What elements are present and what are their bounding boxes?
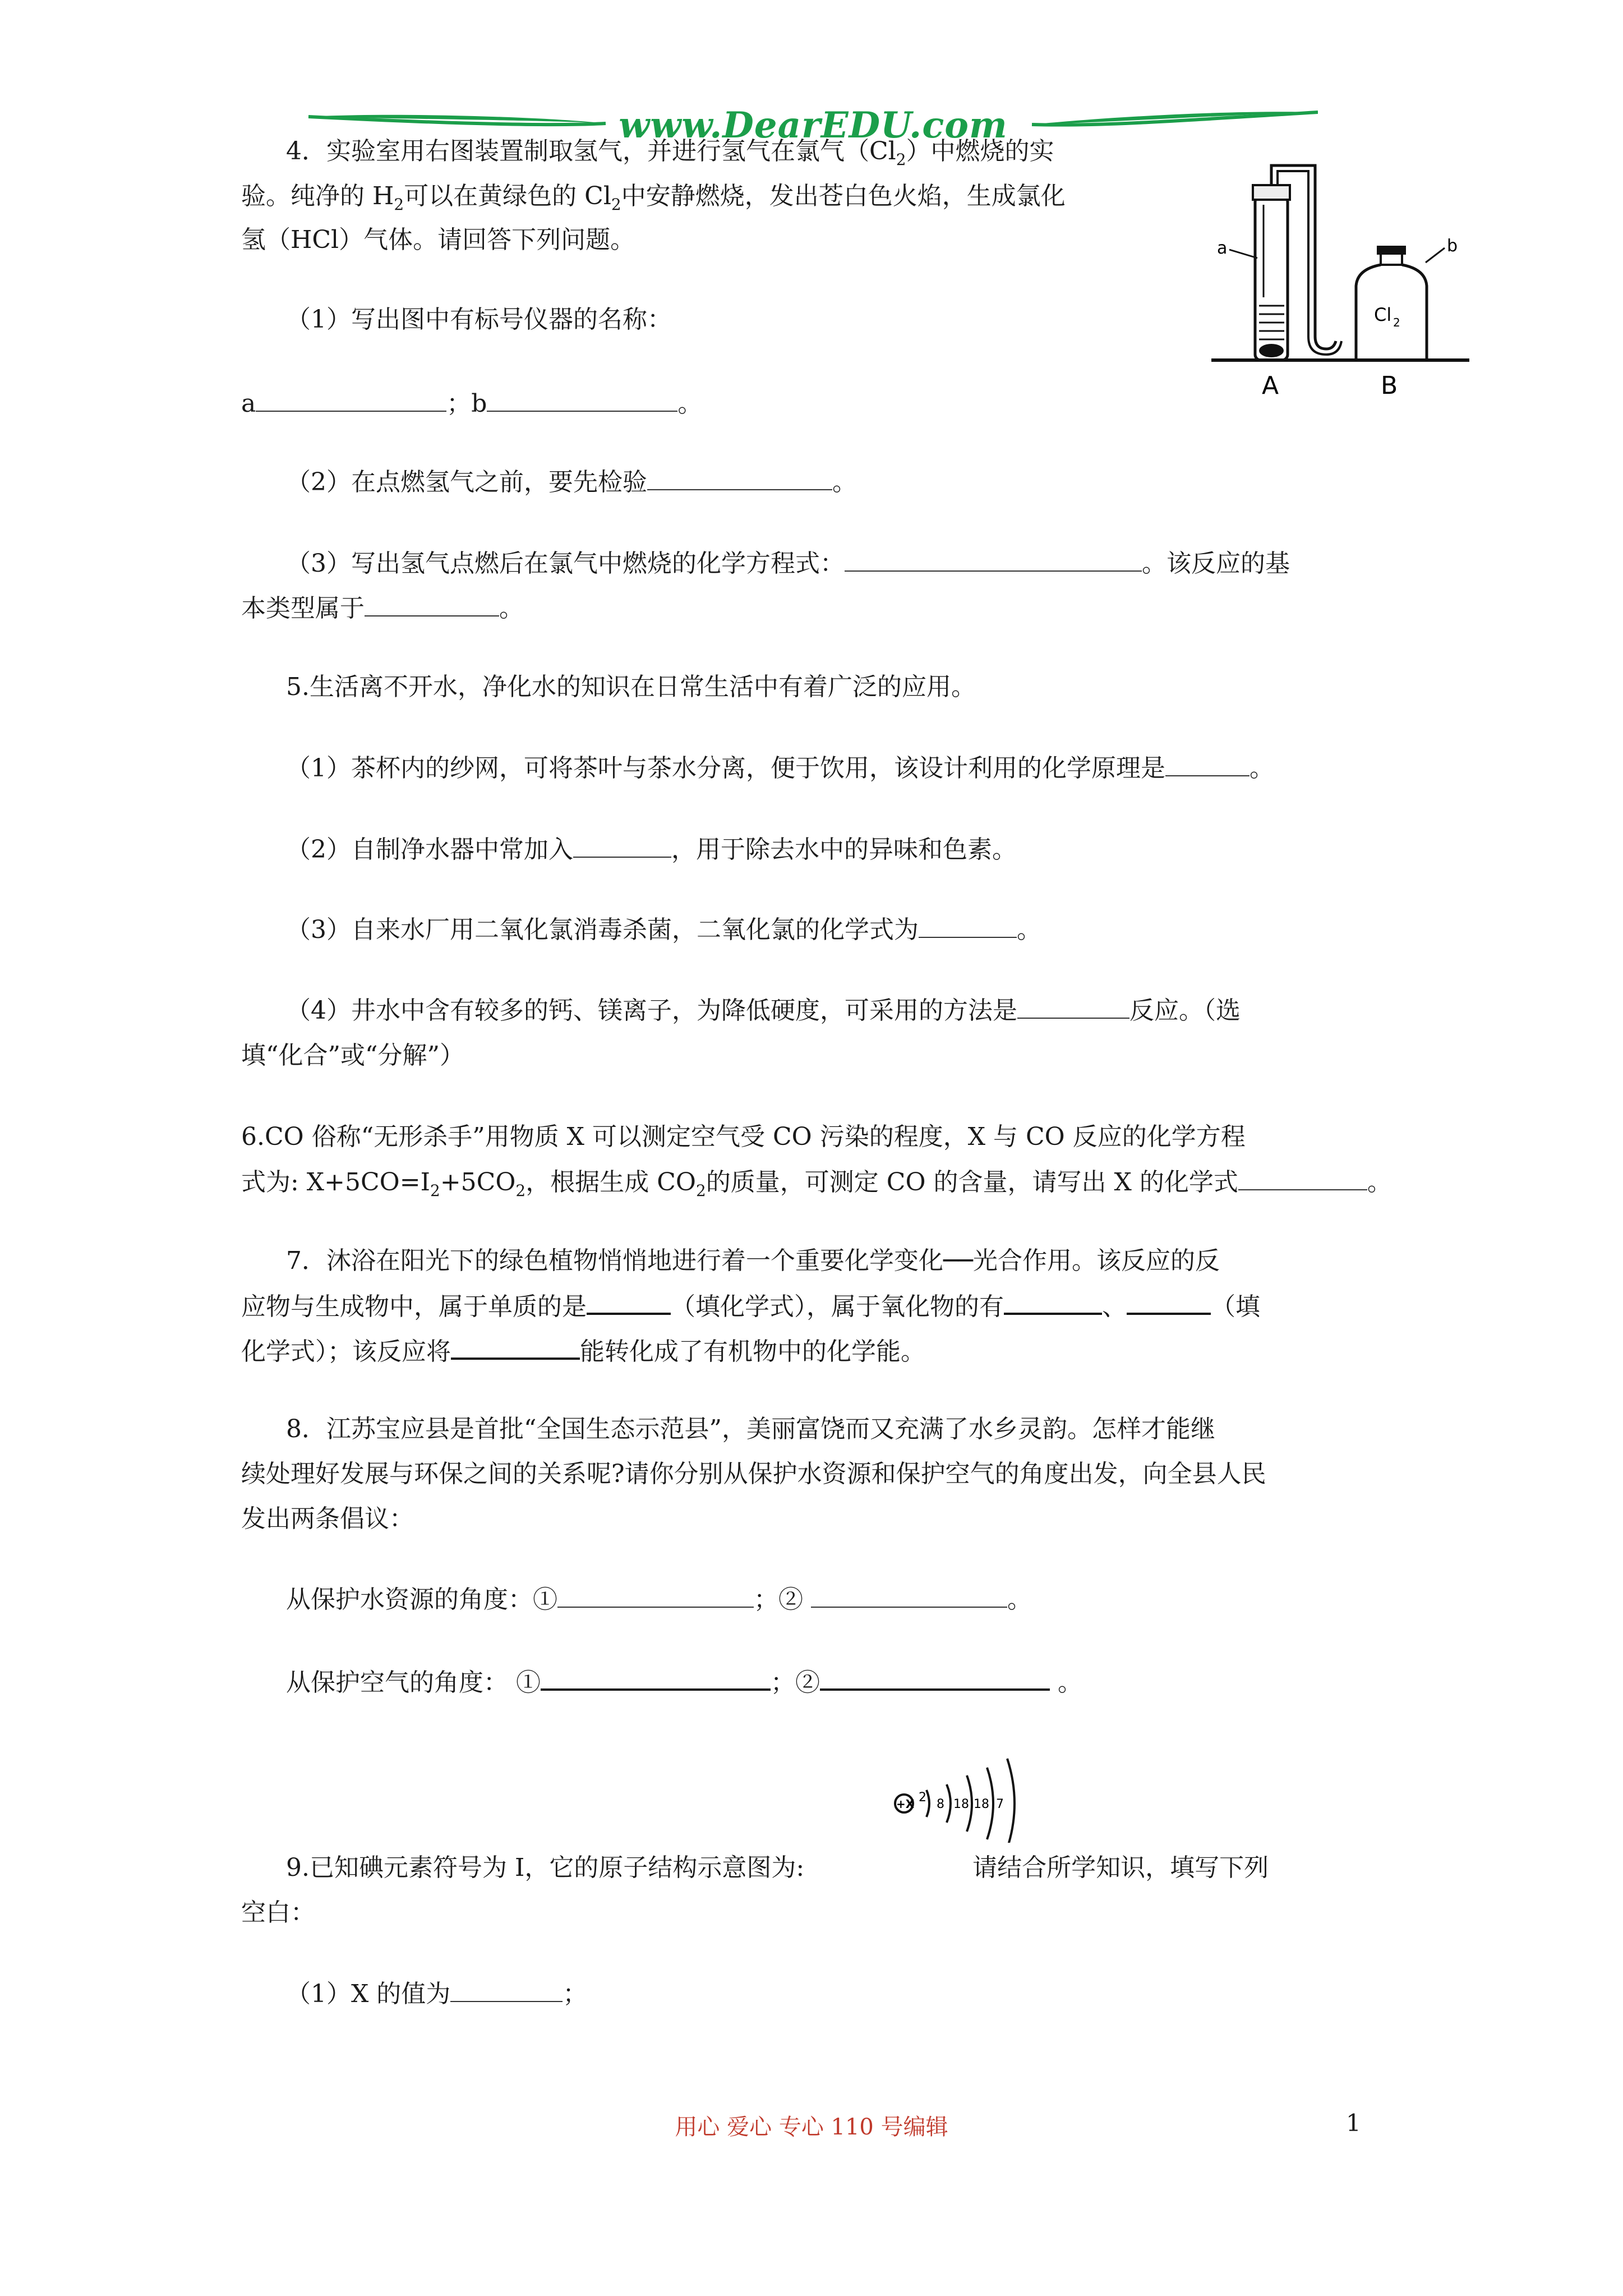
q8-line3: 发出两条倡议：	[241, 1504, 414, 1533]
q4-sub2: （2）在点燃氢气之前，要先检验 。	[286, 466, 857, 499]
answer-blank-q5-3[interactable]	[919, 913, 1017, 938]
atom-shell-1: 2	[919, 1791, 926, 1805]
atom-shell-4: 18	[974, 1797, 989, 1811]
answer-blank-q5-4[interactable]	[1017, 994, 1129, 1019]
q5-sub4: （4）井水中含有较多的钙、镁离子，为降低硬度，可采用的方法是 反应。（选	[286, 994, 1241, 1028]
apparatus-figure	[1206, 151, 1475, 398]
q5-sub3: （3）自来水厂用二氧化氯消毒杀菌，二氧化氯的化学式为 。	[286, 913, 1041, 947]
answer-blank-q7-oxide2[interactable]	[1127, 1289, 1211, 1315]
answer-blank-q4-2[interactable]	[647, 466, 832, 490]
fig-label-cl2-sub: 2	[1393, 316, 1400, 329]
atom-shell-5: 7	[996, 1797, 1004, 1811]
answer-blank-q8-water1[interactable]	[557, 1583, 754, 1608]
q4-sub3-cont: 本类型属于 。	[241, 592, 524, 625]
q4-line3: 氢（HCl）气体。请回答下列问题。	[241, 226, 635, 254]
q7-line2: 应物与生成物中，属于单质的是 （填化学式），属于氧化物的有 、 （填	[241, 1289, 1260, 1324]
answer-blank-a[interactable]	[256, 387, 446, 412]
q8-line1: 8．江苏宝应县是首批“全国生态示范县”，美丽富饶而又充满了水乡灵韵。怎样才能继	[286, 1415, 1215, 1443]
atom-structure-diagram	[892, 1736, 1060, 1843]
answer-blank-q7-element[interactable]	[587, 1289, 671, 1315]
q9-sub1: （1）X 的值为 ；	[286, 1977, 587, 2011]
answer-blank-b[interactable]	[487, 387, 677, 412]
answer-blank-q4-3-type[interactable]	[365, 592, 499, 616]
fig-label-A: A	[1262, 371, 1279, 398]
answer-blank-q7-oxide1[interactable]	[1004, 1289, 1102, 1315]
fig-label-B: B	[1381, 371, 1398, 398]
q5-sub1: （1）茶杯内的纱网，可将茶叶与茶水分离，便于饮用，该设计利用的化学原理是 。	[286, 752, 1274, 785]
answer-blank-q7-energy[interactable]	[451, 1334, 580, 1360]
answer-blank-q4-3-equation[interactable]	[845, 547, 1142, 572]
q8-water: 从保护水资源的角度：① ；② 。	[286, 1583, 1032, 1617]
answer-blank-q8-air1[interactable]	[541, 1665, 771, 1691]
q7-line3: 化学式）；该反应将 能转化成了有机物中的化学能。	[241, 1334, 925, 1369]
q9-line2: 空白：	[241, 1898, 315, 1927]
q7-line1: 7．沐浴在阳光下的绿色植物悄悄地进行着一个重要化学变化──光合作用。该反应的反	[286, 1246, 1220, 1275]
q4-line2: 验。纯净的 $H_2$可以在黄绿色的 $Cl_2$中安静燃烧，发出苍白色火焰，生成氯化	[241, 182, 1066, 214]
fig-label-a: a	[1217, 238, 1228, 258]
q8-air: 从保护空气的角度： ① ；② 。	[286, 1665, 1082, 1700]
q4-sub1-answers: a ；b 。	[241, 387, 702, 421]
q9-line1: 9.已知碘元素符号为 I，它的原子结构示意图为: 请结合所学知识，填写下列	[286, 1853, 1269, 1882]
q5-title: 5.生活离不开水，净化水的知识在日常生活中有着广泛的应用。	[286, 673, 976, 701]
q8-line2: 续处理好发展与环保之间的关系呢?请你分别从保护水资源和保护空气的角度出发，向全县人民	[241, 1460, 1266, 1488]
answer-blank-q8-air2[interactable]	[820, 1665, 1050, 1691]
fig-label-cl2: Cl	[1374, 304, 1392, 325]
answer-blank-q5-2[interactable]	[573, 833, 671, 858]
q5-sub4-cont: 填“化合”或“分解”）	[241, 1041, 464, 1070]
q4-sub3: （3）写出氢气点燃后在氯气中燃烧的化学方程式： 。该反应的基	[286, 547, 1290, 581]
page-footer: 用心 爱心 专心 110 号编辑	[675, 2114, 948, 2140]
page-number: 1	[1346, 2109, 1361, 2137]
q5-sub2: （2）自制净水器中常加入 ，用于除去水中的异味和色素。	[286, 833, 1017, 867]
site-name[interactable]: www.DearEDU.com	[619, 104, 1008, 146]
answer-blank-q8-water2[interactable]	[811, 1583, 1007, 1608]
answer-blank-q6[interactable]	[1238, 1166, 1367, 1190]
atom-shell-3: 18	[953, 1797, 969, 1811]
answer-blank-q5-1[interactable]	[1165, 752, 1249, 776]
answer-blank-q9-1[interactable]	[450, 1977, 562, 2002]
atom-nucleus: +X	[896, 1797, 915, 1811]
q4-sub1: （1）写出图中有标号仪器的名称：	[286, 305, 672, 334]
q6-line2: 式为: $X+5CO=I_2+5CO_2$，根据生成 $CO_2$的质量，可测定 CO 的含量，请写出 X 的化学式 。	[241, 1166, 1392, 1208]
fig-label-b: b	[1447, 236, 1458, 256]
atom-shell-2: 8	[937, 1797, 944, 1811]
q4-line1: 4．实验室用右图装置制取氢气，并进行氢气在氯气$(Cl_2)$中燃烧的实	[286, 137, 1054, 169]
q6-line1: 6.CO 俗称“无形杀手”用物质 X 可以测定空气受 CO 污染的程度，X 与 CO 反应的化学方程	[241, 1122, 1246, 1151]
